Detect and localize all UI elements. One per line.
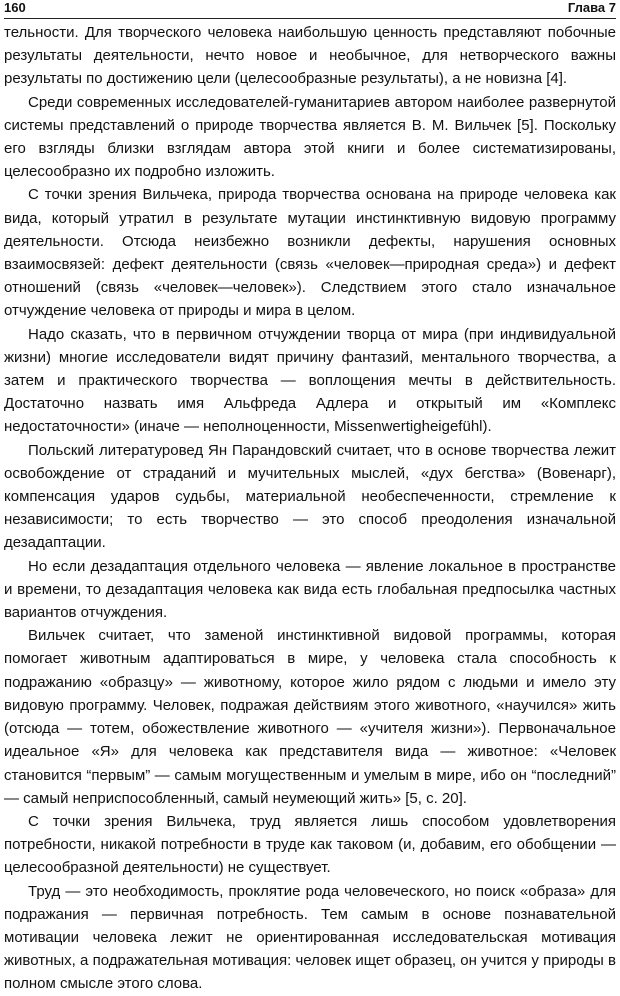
paragraph-vilchek-intro: Среди современных исследователей-гуманитариев автором наиболее развернутой системы представлений о природе творчества является В. М. Вильчек [5]. Поскольку его взгляды близки взглядам автора этой книги и более систематизированы, целесообразно их подробно изложить.: [4, 93, 616, 181]
paragraph-nature-of-creativity: С точки зрения Вильчека, природа творчества основана на природе человека как вида, который утратил в результате мутации инстинктивную видовую программу деятельности. Отсюда неизбежно возникли дефекты, нарушения основных взаимосвязей: дефект деятельности (связь «человек—природная среда») и дефект отношений (связь «человек—человек»). Следствием этого стало изначальное отчуждение человека от природы и мира в целом.: [4, 186, 616, 320]
paragraph-primary-alienation: Надо сказать, что в первичном отчуждении творца от мира (при индивидуальной жизни) многие исследователи видят причину фантазий, ментального творчества, а затем и практического творчества — воплощения мечты в действительность. Достаточно назвать имя Альфреда Адлера и открытый им «Комплекс недостаточности» (иначе — неполноценности, Missenwertigheigefühl).: [4, 325, 616, 436]
body-text: [4, 21, 616, 996]
page-number: 160: [4, 0, 26, 15]
paragraph-disadaptation: Но если дезадаптация отдельного человека — явление локальное в пространстве и времени, то дезадаптация человека как вида есть глобальная предпосылка частных вариантов отчуждения.: [4, 557, 616, 622]
paragraph-labor: С точки зрения Вильчека, труд является лишь способом удовлетворения потребности, никакой потребности в труде как таковом (и, добавим, его обобщении — целесообразной деятельности) не существует.: [4, 812, 616, 877]
paragraph-continuation: тельности. Для творческого человека наибольшую ценность представляют побочные результаты деятельности, нечто новое и необычное, для нетворческого важны результаты по достижению цели (целесообразные результаты), а не новизна [4].: [4, 24, 616, 88]
paragraph-motivation: Труд — это необходимость, проклятие рода человеческого, но поиск «образа» для подражания — первичная потребность. Тем самым в основе познавательной мотивации человека лежит не ориентированная исследовательская мотивация животных, а подражательная мотивация: человек ищет образец, он учится у природы в полном смысле этого слова.: [4, 882, 616, 993]
running-header: [4, 0, 616, 19]
chapter-label: Глава 7: [567, 0, 616, 15]
paragraph-imitation: Вильчек считает, что заменой инстинктивной видовой программы, которая помогает животным адаптироваться в мире, у человека стала способность к подражанию «образцу» — животному, которое жило рядом с людьми и имело эту видовую программу. Человек, подражая действиям этого животного, «научился» жить (отсюда — тотем, обожествление животного — «учителя жизни»). Первоначальное идеальное «Я» для человека как представителя вида — животное: «Человек становится “первым” — самым могущественным и умелым в мире, ибо он “последний” — самый неприспособленный, самый неумеющий жить» [5, с. 20].: [4, 627, 616, 807]
paragraph-parandowski: Польский литературовед Ян Парандовский считает, что в основе творчества лежит освобождение от страданий и мучительных мыслей, «дух бегства» (Вовенарг), компенсация ударов судьбы, материальной необеспеченности, стремление к независимости; то есть творчество — это способ преодоления изначальной дезадаптации.: [4, 441, 616, 552]
